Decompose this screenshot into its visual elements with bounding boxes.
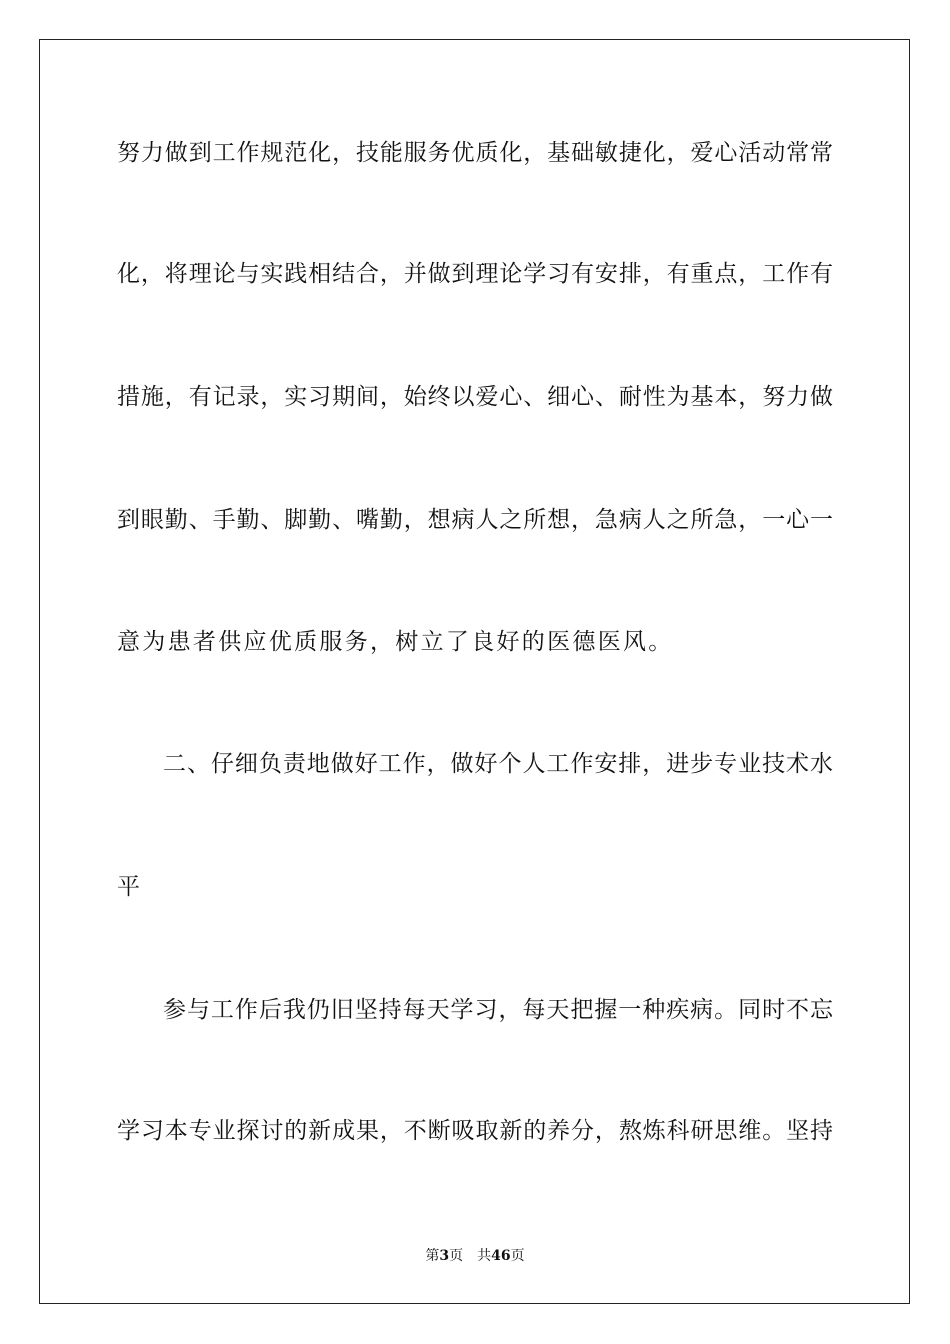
body-text-line-6: 参与工作后我仍旧坚持每天学习，每天把握一种疾病。同时不忘 [163,997,833,1023]
body-text-line-5: 意为患者供应优质服务，树立了良好的医德医风。 [117,629,674,655]
body-text-line-7: 学习本专业探讨的新成果，不断吸取新的养分，熬炼科研思维。坚持 [117,1118,833,1144]
footer-page-prefix: 第 [425,1248,440,1264]
section-heading-line-1: 二、仔细负责地做好工作，做好个人工作安排，进步专业技术水 [163,751,833,777]
footer-total-number: 46 [491,1248,511,1264]
body-text-line-4: 到眼勤、手勤、脚勤、嘴勤，想病人之所想，急病人之所急，一心一 [117,507,833,533]
body-text-line-2: 化，将理论与实践相结合，并做到理论学习有安排，有重点，工作有 [117,261,833,287]
page-footer [0,1246,950,1266]
footer-page-suffix: 页 [449,1248,464,1264]
footer-page-number: 3 [439,1248,450,1264]
body-text-line-3: 措施，有记录，实习期间，始终以爱心、细心、耐性为基本，努力做 [117,384,833,410]
page-border [39,39,910,1304]
footer-total-prefix: 共 [477,1248,492,1264]
section-heading-line-2: 平 [117,874,143,900]
footer-total-suffix: 页 [510,1248,525,1264]
body-text-line-1: 努力做到工作规范化，技能服务优质化，基础敏捷化，爱心活动常常 [117,140,833,166]
